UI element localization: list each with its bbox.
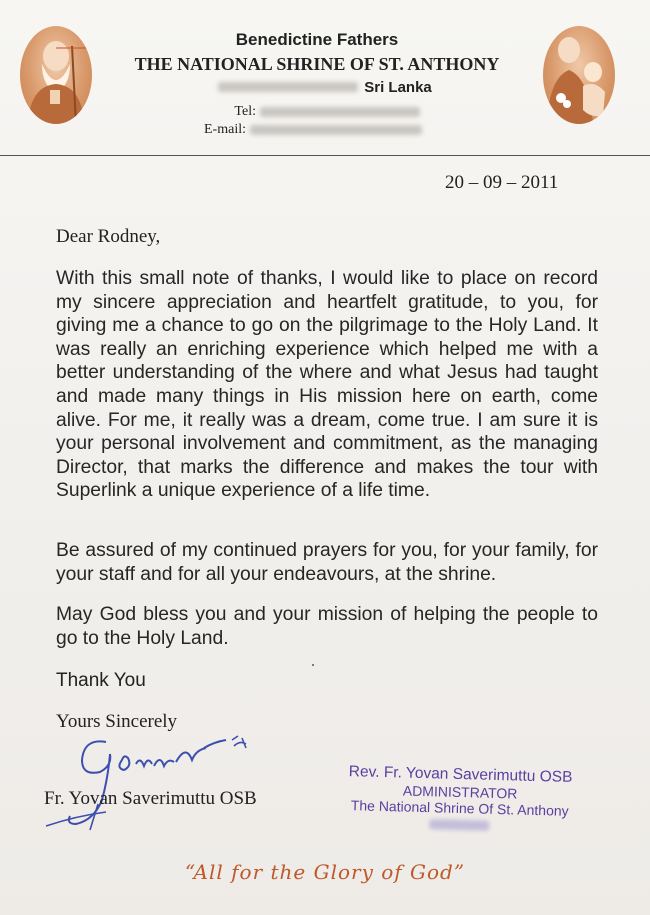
paragraph-2: Be assured of my continued prayers for you, for your family, for your staff and for all your endeavours, at the shrine. xyxy=(56,540,598,585)
salutation: Dear Rodney, xyxy=(56,226,161,247)
redacted-address xyxy=(218,82,358,92)
tel-label: Tel: xyxy=(234,104,256,119)
email-line xyxy=(190,122,422,138)
email-label: E-mail: xyxy=(204,122,246,137)
redacted-email xyxy=(250,125,422,135)
tel-line xyxy=(208,104,420,120)
country: Sri Lanka xyxy=(364,78,432,96)
address-line xyxy=(0,78,650,96)
header-divider xyxy=(0,155,650,156)
redacted-tel xyxy=(260,107,420,117)
letter-date: 20 – 09 – 2011 xyxy=(445,172,559,193)
paragraph-1: With this small note of thanks, I would like to place on record my sincere appreciation and heartfelt gratitude, to you, for giving me a chance to go on the pilgrimage to the Holy Land. It was really an enriching experience which helped me with a better understanding of the where and what Jesus had taught and made many things in His mission here on earth, come alive. For me, it really was a dream, come true. I am sure it is your personal involvement and commitment, as the managing Director, that marks the difference and makes the tour with Superlink a unique experience of a life time. xyxy=(56,268,598,502)
thank-you: Thank You xyxy=(56,670,146,691)
handwritten-signature xyxy=(36,720,276,840)
org-name: Benedictine Fathers xyxy=(235,30,399,49)
stamp-line-1: Rev. Fr. Yovan Saverimuttu OSB xyxy=(348,763,573,786)
shrine-name: THE NATIONAL SHRINE OF ST. ANTHONY xyxy=(134,54,500,74)
stamp-line-2: ADMINISTRATOR xyxy=(402,782,518,802)
closing: Yours Sincerely xyxy=(56,711,178,732)
redacted-stamp-location xyxy=(429,819,489,831)
administrator-stamp xyxy=(334,763,586,834)
stamp-line-3: The National Shrine Of St. Anthony xyxy=(350,797,569,819)
paragraph-3: May God bless you and your mission of helping the people to go to the Holy Land. xyxy=(56,604,598,649)
footer-motto: “All for the Glory of God” xyxy=(184,860,466,884)
paper-speck xyxy=(312,664,314,666)
signer-name: Fr. Yovan Saverimuttu OSB xyxy=(44,788,257,809)
